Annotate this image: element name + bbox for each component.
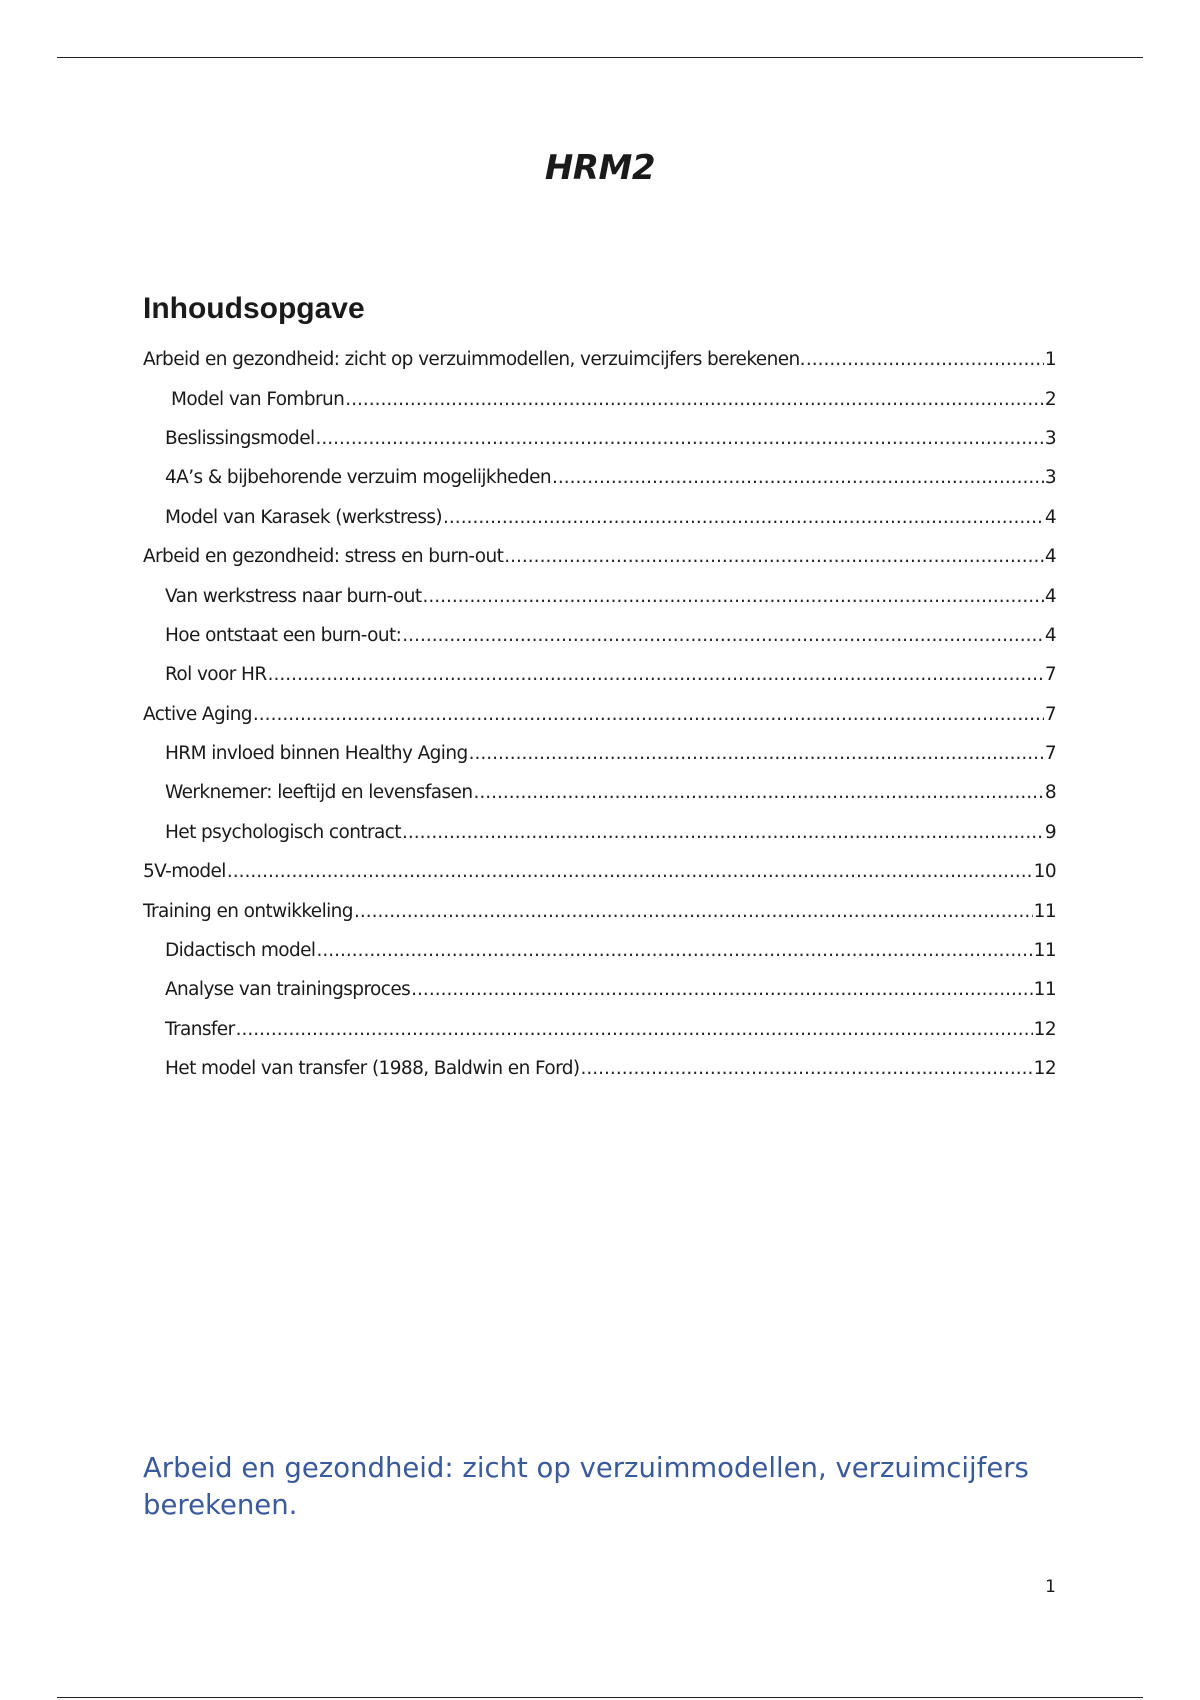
toc-entry[interactable]	[143, 340, 1056, 379]
toc-entry-page: 4	[1044, 546, 1056, 568]
toc-entry[interactable]	[143, 970, 1056, 1009]
toc-entry-label: Het model van transfer (1988, Baldwin en Ford)	[165, 1058, 580, 1080]
toc-entry[interactable]	[143, 931, 1056, 970]
toc-leader-dots	[552, 467, 1044, 488]
toc-entry-page: 11	[1033, 979, 1056, 1001]
toc-entry-label: 5V-model	[143, 861, 226, 883]
footer-rule	[57, 1697, 1143, 1698]
toc-entry[interactable]	[143, 655, 1056, 694]
toc-entry[interactable]	[143, 419, 1056, 458]
toc-entry-label: Active Aging	[143, 703, 252, 725]
toc-entry[interactable]	[143, 537, 1056, 576]
toc-entry-label: Didactisch model	[165, 940, 316, 962]
toc-entry-label: Transfer	[165, 1018, 235, 1040]
toc-entry-page: 12	[1033, 1058, 1056, 1080]
toc-entry-page: 1	[1044, 349, 1056, 371]
toc-entry-page: 4	[1044, 585, 1056, 607]
toc-entry[interactable]	[143, 852, 1056, 891]
toc-leader-dots	[316, 428, 1044, 449]
toc-entry-label: Hoe ontstaat een burn-out:	[165, 624, 402, 646]
toc-leader-dots	[423, 586, 1044, 607]
toc-entry-label: Model van Karasek (werkstress)	[165, 506, 443, 528]
toc-entry[interactable]	[143, 498, 1056, 537]
toc-entry-label: Training en ontwikkeling	[143, 900, 353, 922]
toc-leader-dots	[316, 940, 1032, 961]
toc-entry-page: 8	[1044, 782, 1056, 804]
toc-entry-page: 4	[1044, 624, 1056, 646]
toc-entry-page: 3	[1044, 467, 1056, 489]
toc-entry[interactable]	[143, 734, 1056, 773]
toc-entry-page: 10	[1033, 861, 1056, 883]
toc-entry-label: Model van Fombrun	[171, 388, 345, 410]
toc-leader-dots	[227, 861, 1033, 882]
toc-leader-dots	[473, 782, 1043, 803]
toc-entry[interactable]	[143, 616, 1056, 655]
toc-entry[interactable]	[143, 773, 1056, 812]
toc-entry[interactable]	[143, 1010, 1056, 1049]
document-title: HRM2	[544, 148, 656, 188]
toc-entry-page: 12	[1033, 1018, 1056, 1040]
toc-entry[interactable]	[143, 458, 1056, 497]
toc-heading: Inhoudsopgave	[143, 292, 365, 325]
toc-entry-page: 2	[1044, 388, 1056, 410]
toc-leader-dots	[411, 979, 1032, 1000]
header-rule	[57, 57, 1143, 58]
toc-leader-dots	[402, 822, 1044, 843]
toc-leader-dots	[345, 389, 1044, 410]
toc-entry-page: 7	[1044, 664, 1056, 686]
toc-entry-label: Beslissingsmodel	[165, 427, 315, 449]
section-heading: Arbeid en gezondheid: zicht op verzuimmodellen, verzuimcijfers berekenen.	[143, 1452, 1029, 1521]
toc-leader-dots	[402, 625, 1044, 646]
toc-entry-label: Van werkstress naar burn-out	[165, 585, 422, 607]
toc-leader-dots	[236, 1019, 1033, 1040]
toc-leader-dots	[443, 507, 1044, 528]
toc-leader-dots	[268, 664, 1044, 685]
toc-entry[interactable]	[143, 576, 1056, 615]
toc-entry[interactable]	[143, 379, 1056, 418]
toc-entry-label: HRM invloed binnen Healthy Aging	[165, 743, 468, 765]
toc-entry-page: 11	[1033, 900, 1056, 922]
toc-entry[interactable]	[143, 891, 1056, 930]
table-of-contents	[143, 340, 1056, 1088]
toc-entry-label: Werknemer: leeftijd en levensfasen	[165, 782, 473, 804]
toc-leader-dots	[354, 901, 1033, 922]
toc-entry[interactable]	[143, 1049, 1056, 1088]
toc-entry-label: Het psychologisch contract	[165, 821, 401, 843]
toc-entry-page: 11	[1033, 940, 1056, 962]
toc-entry[interactable]	[143, 813, 1056, 852]
toc-leader-dots	[253, 704, 1044, 725]
toc-entry-page: 9	[1044, 821, 1056, 843]
toc-entry-page: 7	[1044, 703, 1056, 725]
toc-entry-page: 4	[1044, 506, 1056, 528]
toc-leader-dots	[504, 546, 1044, 567]
toc-leader-dots	[469, 743, 1044, 764]
page-number: 1	[1045, 1577, 1056, 1597]
toc-entry-label: Analyse van trainingsproces	[165, 979, 411, 1001]
toc-entry-label: Rol voor HR	[165, 664, 267, 686]
toc-entry-page: 3	[1044, 427, 1056, 449]
toc-entry[interactable]	[143, 695, 1056, 734]
toc-leader-dots	[581, 1058, 1033, 1079]
toc-leader-dots	[806, 349, 1044, 370]
toc-entry-label: Arbeid en gezondheid: stress en burn-out	[143, 546, 504, 568]
toc-entry-page: 7	[1044, 743, 1056, 765]
toc-entry-label: 4A’s & bijbehorende verzuim mogelijkheden	[165, 467, 552, 489]
toc-entry-label: Arbeid en gezondheid: zicht op verzuimmodellen, verzuimcijfers berekenen.	[143, 349, 805, 371]
